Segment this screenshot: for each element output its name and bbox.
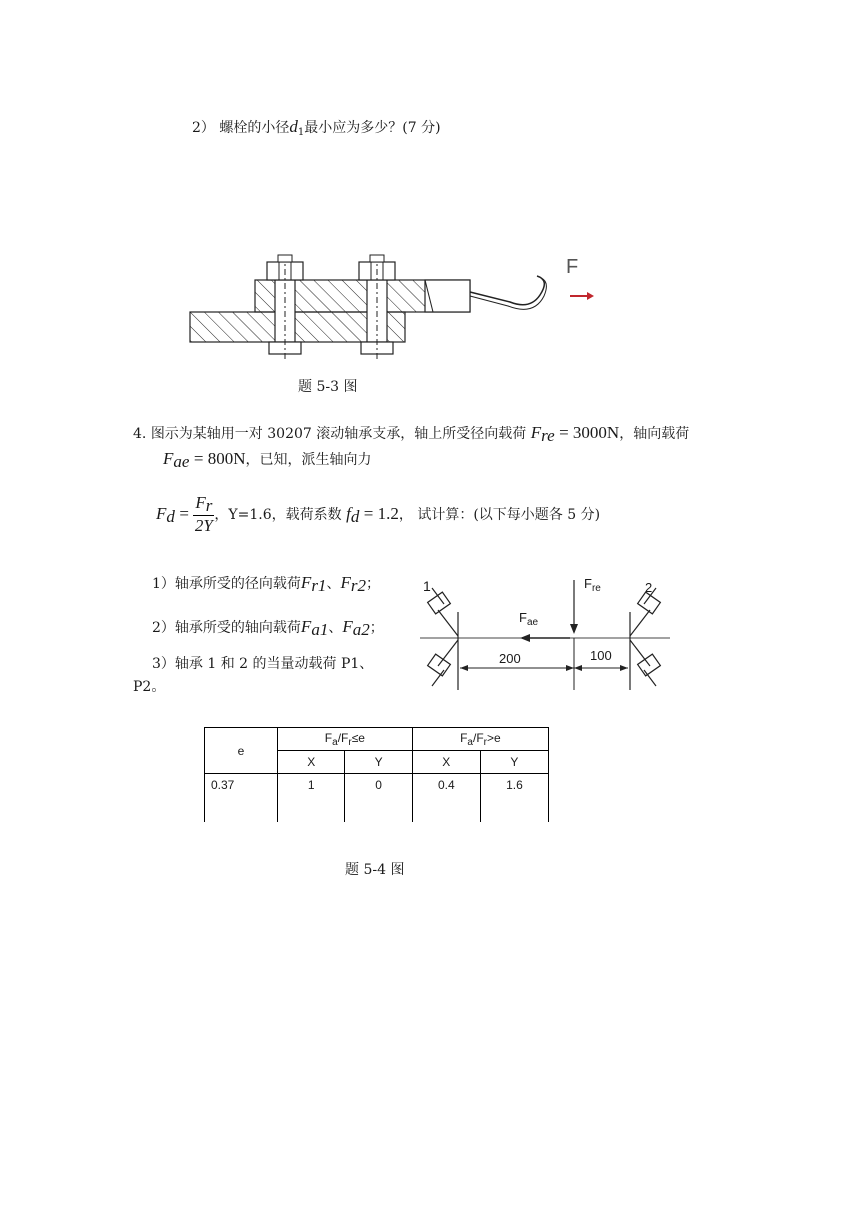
- c1c: ≤e: [351, 730, 365, 745]
- y1-value: 0: [345, 774, 412, 822]
- frac-den: 2Y: [194, 516, 213, 535]
- q2-text-tail: 最小应为多少？(7 分): [304, 120, 441, 136]
- sub1-text: 1）轴承所受的径向载荷: [152, 576, 301, 592]
- intro-text-c: ，已知，派生轴向力: [245, 452, 372, 468]
- subquestion-3: 3）轴承 1 和 2 的当量动载荷 P1、: [152, 656, 374, 672]
- Fr1-sub: r1: [311, 576, 327, 595]
- Fd-sub: d: [166, 507, 175, 526]
- Fa1-symbol: F: [300, 617, 312, 636]
- derived-force-formula: [156, 494, 600, 537]
- Fa2-sub: a2: [352, 620, 370, 639]
- c2c: >e: [487, 730, 501, 745]
- x2-header: X: [412, 751, 480, 774]
- condition-le-e-header: [278, 728, 413, 751]
- question-4-intro-line2: [163, 450, 372, 471]
- frac-num-sub: r: [205, 496, 213, 515]
- Fa2-symbol: F: [342, 617, 353, 636]
- force-F-label: F: [566, 256, 579, 278]
- x1-value: 1: [278, 774, 345, 822]
- Fd-symbol: F: [156, 504, 167, 523]
- Fre-label-sub: re: [591, 583, 601, 594]
- c2a: F: [460, 730, 468, 745]
- dimension-200: 200: [499, 651, 521, 666]
- c1as: a: [332, 736, 338, 748]
- intro-text-b: ，轴向载荷: [619, 426, 690, 442]
- Fre-symbol: F: [530, 423, 542, 442]
- end: ；: [365, 576, 380, 592]
- Fae-symbol: F: [163, 449, 174, 468]
- Fr2-symbol: F: [340, 573, 351, 592]
- Fre-value: = 3000N: [559, 423, 620, 442]
- c1b: /F: [337, 730, 349, 745]
- tail-text: ， 试计算：(以下每小题各 5 分): [398, 507, 601, 523]
- c1a: F: [324, 730, 333, 745]
- question-number: 4.: [133, 426, 147, 442]
- Fae-label: [519, 610, 538, 628]
- fd-sub: d: [350, 507, 360, 526]
- Fre-sub: re: [541, 426, 555, 445]
- y-text: ，Y=1.6，载荷系数: [214, 507, 342, 523]
- sep: 、: [326, 576, 341, 592]
- c2bs: r: [483, 736, 487, 748]
- sep: 、: [328, 620, 343, 636]
- y2-header: Y: [480, 751, 548, 774]
- Fr-over-2Y-fraction: [193, 494, 214, 536]
- dimension-100: 100: [590, 648, 612, 663]
- y2-value: 1.6: [480, 774, 548, 822]
- Fre-label-F: F: [584, 576, 592, 591]
- subquestion-1: [152, 574, 380, 595]
- Fa1-sub: a1: [311, 620, 329, 639]
- Fre-label: [584, 576, 601, 594]
- c1bs: r: [348, 736, 352, 748]
- condition-gt-e-header: [412, 728, 548, 751]
- y1-header: Y: [345, 751, 412, 774]
- q2-label: 2）: [192, 120, 215, 136]
- intro-text: 图示为某轴用一对 30207 滚动轴承支承，轴上所受径向载荷: [150, 426, 527, 442]
- c2as: a: [467, 736, 473, 748]
- bearing-2-label: 2: [645, 580, 653, 595]
- fd-symbol: f: [346, 504, 351, 523]
- fd-value: = 1.2: [363, 504, 399, 523]
- frac-num: F: [195, 493, 206, 512]
- subquestion-3-cont: P2。: [133, 679, 166, 695]
- q2-text: 螺栓的小径: [219, 120, 290, 136]
- x2-value: 0.4: [412, 774, 480, 822]
- d1-symbol: d: [289, 117, 298, 136]
- bearing-1-label: 1: [423, 578, 431, 594]
- c2b: /F: [472, 730, 484, 745]
- question-5-3-part-2: 2） 螺栓的小径$d_1$最小应为多少？(7 分): [192, 117, 441, 138]
- e-header: e: [205, 728, 278, 774]
- Fr1-symbol: F: [300, 573, 312, 592]
- question-4-intro-line1: [133, 424, 689, 445]
- Fae-label-F: F: [519, 610, 527, 625]
- end: ；: [369, 620, 384, 636]
- bearing-layout-figure: [410, 572, 675, 697]
- Fae-label-sub: ae: [526, 617, 539, 628]
- x1-header: X: [278, 751, 345, 774]
- Fae-value: = 800N: [193, 449, 246, 468]
- equals-sign: =: [179, 504, 189, 523]
- bearing-parameter-table: [204, 727, 549, 822]
- sub2-text: 2）轴承所受的轴向载荷: [152, 620, 301, 636]
- subquestion-2: [152, 618, 384, 639]
- e-value: 0.37: [205, 774, 278, 822]
- figure-5-4-caption: 题 5-4 图: [345, 862, 405, 878]
- figure-5-3-caption: 题 5-3 图: [298, 379, 358, 395]
- Fae-sub: ae: [173, 452, 190, 471]
- bolt-joint-figure: [185, 250, 605, 365]
- Fr2-sub: r2: [350, 576, 366, 595]
